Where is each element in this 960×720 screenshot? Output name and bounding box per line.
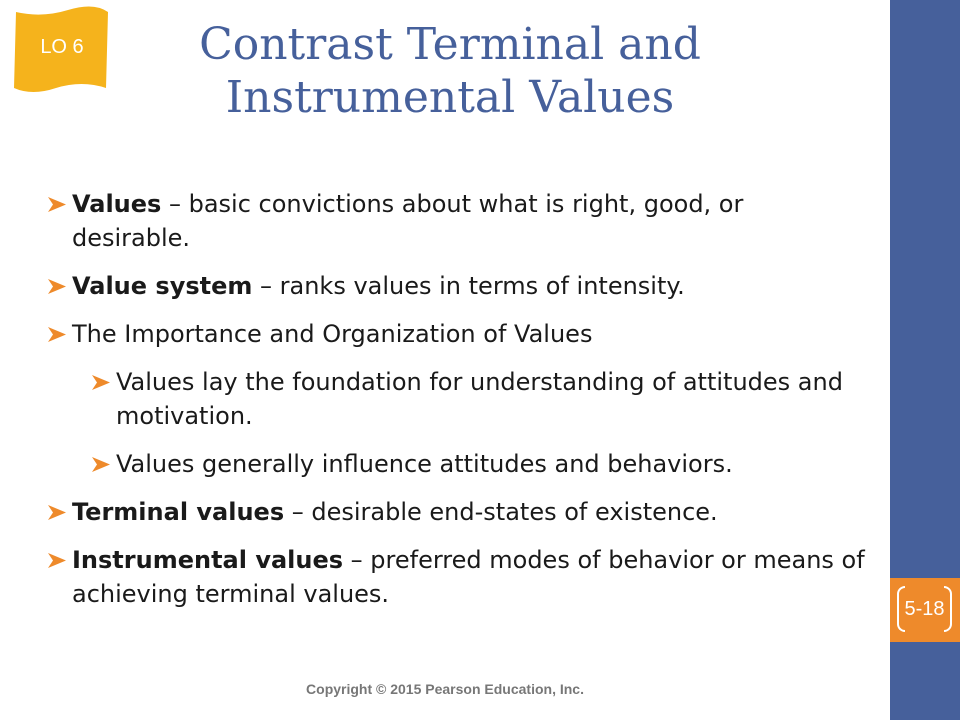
bullet-item-instrumental-values xyxy=(48,543,868,611)
bullet-arrow-icon xyxy=(48,553,66,568)
lo-badge-label: LO 6 xyxy=(40,36,84,58)
right-bracket-icon xyxy=(944,586,952,632)
bullet-arrow-icon xyxy=(48,197,66,212)
bullet-item-value-system xyxy=(48,269,868,303)
bullet-arrow-icon xyxy=(92,375,110,390)
bullet-item-values xyxy=(48,187,868,255)
bullet-arrow-icon xyxy=(48,279,66,294)
bullet-item-terminal-values xyxy=(48,495,868,529)
bullet-text: – desirable end-states of existence. xyxy=(284,498,718,526)
bullet-arrow-icon xyxy=(92,457,110,472)
bullet-term: Instrumental values xyxy=(72,546,344,574)
left-bracket-icon xyxy=(897,586,905,632)
bullet-text: – preferred modes of behavior or means of achieving terminal values. xyxy=(72,546,865,608)
page-number xyxy=(893,586,956,632)
page-number-label: 5-18 xyxy=(904,597,945,620)
copyright-footer: Copyright © 2015 Pearson Education, Inc. xyxy=(306,681,584,697)
title-line-1: Contrast Terminal and xyxy=(199,19,701,70)
bullet-text: – basic convictions about what is right, good, or desirable. xyxy=(72,190,744,252)
bullet-arrow-icon xyxy=(48,327,66,342)
bullet-item-importance xyxy=(48,317,868,351)
bullet-term: Values xyxy=(72,190,162,218)
sub-bullet-item-foundation xyxy=(92,365,868,433)
bullet-term: Terminal values xyxy=(72,498,285,526)
bullet-text: Values generally influence attitudes and behaviors. xyxy=(116,450,733,478)
bullet-arrow-icon xyxy=(48,505,66,520)
bullet-list xyxy=(48,187,868,625)
bullet-text: Values lay the foundation for understanding of attitudes and motivation. xyxy=(116,368,843,430)
slide-title xyxy=(150,18,750,124)
bullet-text: – ranks values in terms of intensity. xyxy=(252,272,685,300)
sub-bullet-item-influence xyxy=(92,447,868,481)
bullet-term: Value system xyxy=(72,272,253,300)
title-line-2: Instrumental Values xyxy=(225,72,675,123)
bullet-text: The Importance and Organization of Values xyxy=(72,320,593,348)
